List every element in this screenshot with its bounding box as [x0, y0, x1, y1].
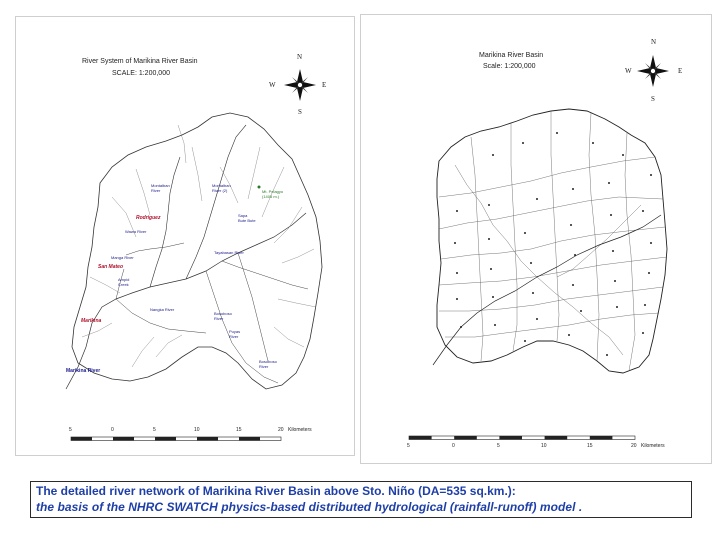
puyas-river-line	[238, 253, 268, 361]
right-map-scale: Scale: 1:200,000	[483, 63, 536, 70]
basin-subcatchment-map-panel	[360, 14, 712, 464]
wawa-river-line	[126, 243, 184, 255]
label-manga-river: Manga River	[111, 255, 134, 260]
basin-outline	[72, 113, 322, 389]
compass-north-label: N	[297, 53, 303, 61]
mt-pelagyo-marker	[258, 186, 261, 189]
subcatchment-boundaries	[439, 111, 667, 371]
label-marikina: Marikina	[81, 318, 102, 324]
scale-tick-label: 5	[153, 427, 156, 433]
label-wawa-river: Wawa River	[125, 229, 147, 234]
compass-east-label: E	[678, 67, 683, 75]
tributary-network	[82, 125, 316, 367]
label-montalban-river: Montalban River	[151, 183, 170, 193]
label-ampid-creek: Ampid Creek	[118, 277, 130, 287]
compass-rose	[284, 69, 316, 101]
label-nangka-river: Nangka River	[150, 307, 175, 312]
river-system-map-panel	[15, 16, 355, 456]
compass-north-label: N	[651, 38, 657, 46]
scale-unit-label: Kilometers	[288, 427, 312, 433]
scale-tick-label: 20	[278, 427, 284, 433]
label-bosoboso-river: Bosoboso River	[214, 311, 232, 321]
label-bosoboso-river-2: Bosoboso River	[259, 359, 277, 369]
montalban-river-line	[150, 157, 180, 287]
scale-tick-label: 5	[69, 427, 72, 433]
basin-outline	[437, 109, 667, 373]
compass-west-label: W	[625, 67, 632, 75]
scale-tick-label: 15	[236, 427, 242, 433]
compass-east-label: E	[322, 81, 327, 89]
compass-rose	[637, 55, 669, 87]
scale-tick-label: 10	[541, 443, 547, 449]
scale-bar	[71, 437, 281, 441]
label-sapa-bute-bute: Sapa Bute Bute	[238, 213, 256, 223]
label-montalban-river-2: Montalban River (2)	[212, 183, 231, 193]
compass-south-label: S	[298, 108, 302, 116]
scale-tick-label: 20	[631, 443, 637, 449]
river-system-map-graphic	[16, 17, 356, 457]
basin-subcatchment-map-graphic	[361, 15, 713, 465]
right-map-title: Marikina River Basin	[479, 52, 544, 59]
compass-south-label: S	[651, 95, 655, 103]
caption-line-2: the basis of the NHRC SWATCH physics-based distributed hydrological (rainfall-runoff) model .	[36, 500, 583, 514]
scale-tick-label: 10	[194, 427, 200, 433]
left-map-title: River System of Marikina River Basin	[82, 58, 198, 65]
label-san-mateo: San Mateo	[98, 264, 124, 270]
left-map-scale: SCALE: 1:200,000	[112, 70, 170, 77]
nangka-river-line	[116, 299, 206, 333]
scale-unit-label: Kilometers	[641, 443, 665, 449]
main-channel	[433, 215, 661, 365]
label-mt-pelagyo: Mt. Pelagyo (1405 m.)	[262, 189, 284, 199]
scale-tick-label: 5	[407, 443, 410, 449]
tayabasan-river-line	[222, 261, 308, 289]
scale-tick-label: 5	[497, 443, 500, 449]
scale-tick-label: 0	[452, 443, 455, 449]
scale-tick-label: 0	[111, 427, 114, 433]
scale-bar	[409, 436, 635, 440]
compass-west-label: W	[269, 81, 276, 89]
caption-line-1: The detailed river network of Marikina River Basin above Sto. Niño (DA=535 sq.km.):	[36, 484, 516, 498]
subcatchment-outlet-points	[454, 132, 652, 356]
label-puyas-river: Puyas River	[229, 329, 241, 339]
montalban-river-2-line	[186, 125, 246, 279]
label-rodriguez: Rodriguez	[136, 215, 161, 221]
label-tayabasan-river: Tayabasan River	[214, 250, 244, 255]
scale-tick-label: 15	[587, 443, 593, 449]
label-marikina-river: Marikina River	[66, 368, 101, 374]
caption-box	[30, 481, 692, 518]
